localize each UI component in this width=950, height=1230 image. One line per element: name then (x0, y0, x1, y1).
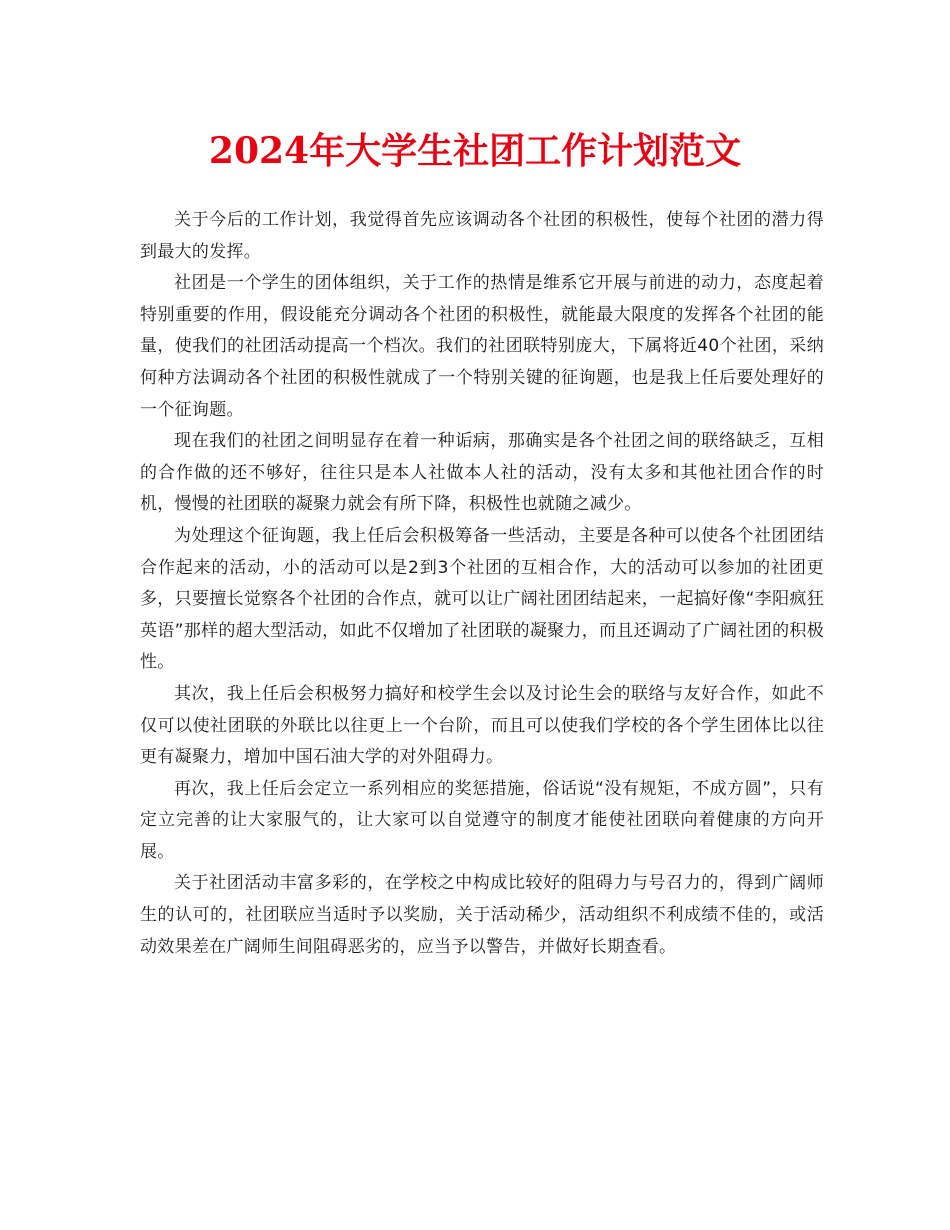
paragraph: 现在我们的社团之间明显存在着一种诟病，那确实是各个社团之间的联络缺乏，互相的合作做的还不够好，往往只是本人社做本人社的活动，没有太多和其他社团合作的时机，慢慢的社团联的凝聚力就会有所下降，积极性也就随之减少。 (140, 431, 824, 515)
paragraph: 关于今后的工作计划，我觉得首先应该调动各个社团的积极性，使每个社团的潜力得到最大的发挥。 (140, 210, 824, 262)
paragraph: 社团是一个学生的团体组织，关于工作的热情是维系它开展与前进的动力，态度起着特别重要的作用，假设能充分调动各个社团的积极性，就能最大限度的发挥各个社团的能量，使我们的社团活动提高一个档次。我们的社团联特别庞大，下属将近40个社团，采纳何种方法调动各个社团的积极性就成了一个特别关键的征询题，也是我上任后要处理好的一个征询题。 (140, 273, 824, 420)
document-title: 2024年大学生社团工作计划范文 (208, 130, 742, 172)
paragraph: 为处理这个征询题，我上任后会积极筹备一些活动，主要是各种可以使各个社团团结合作起来的活动，小的活动可以是2到3个社团的互相合作，大的活动可以参加的社团更多，只要擅长觉察各个社团的合作点，就可以让广阔社团团结起来，一起搞好像“李阳疯狂英语”那样的超大型活动，如此不仅增加了社团联的凝聚力，而且还调动了广阔社团的积极性。 (140, 525, 824, 673)
paragraph: 关于社团活动丰富多彩的，在学校之中构成比较好的阻碍力与号召力的，得到广阔师生的认可的，社团联应当适时予以奖励，关于活动稀少，活动组织不利成绩不佳的，或活动效果差在广阔师生间阻碍恶劣的，应当予以警告，并做好长期查看。 (140, 873, 824, 957)
document-body (140, 205, 824, 963)
paragraph: 再次，我上任后会定立一系列相应的奖惩措施，俗话说“没有规矩，不成方圆”，只有定立完善的让大家服气的，让大家可以自觉遵守的制度才能使社团联向着健康的方向开展。 (140, 778, 824, 862)
paragraph: 其次，我上任后会积极努力搞好和校学生会以及讨论生会的联络与友好合作，如此不仅可以使社团联的外联比以往更上一个台阶，而且可以使我们学校的各个学生团体比以往更有凝聚力，增加中国石油大学的对外阻碍力。 (140, 683, 824, 768)
